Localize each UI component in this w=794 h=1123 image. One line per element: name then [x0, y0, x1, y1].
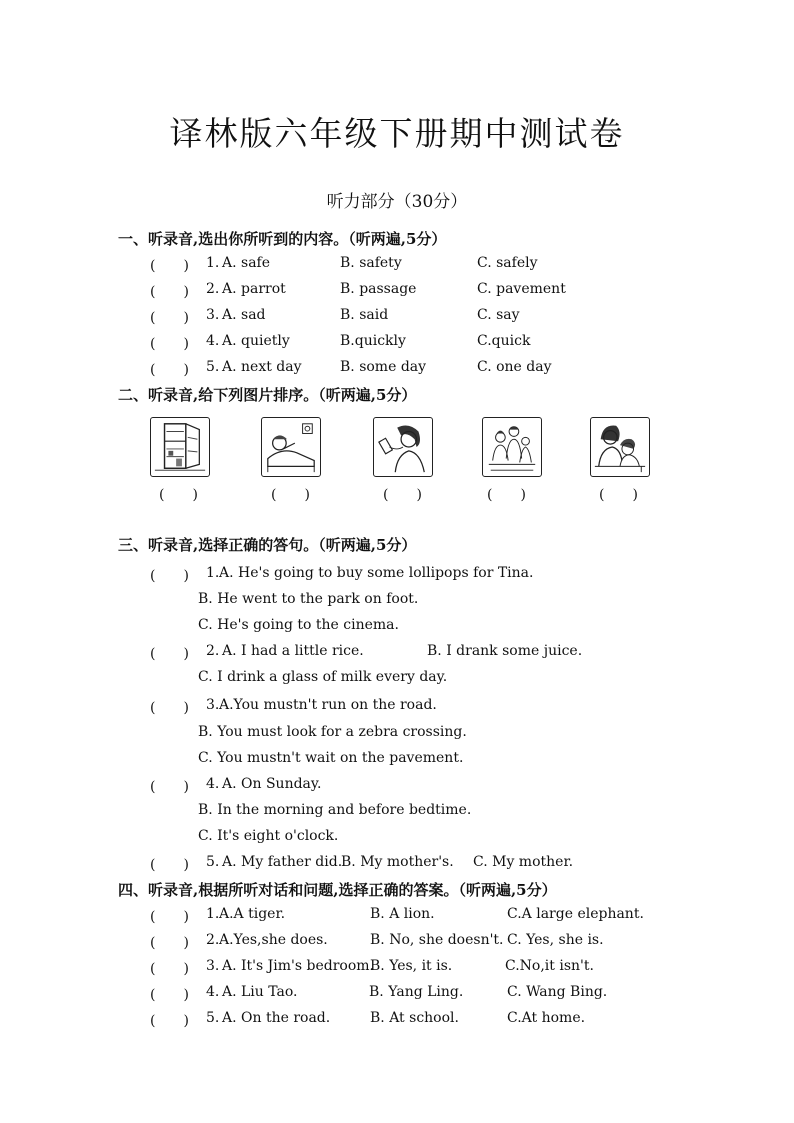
section-subtitle: 听力部分（30分）	[326, 192, 468, 212]
answer-bracket[interactable]: ( )	[150, 646, 189, 662]
item-number: 1.	[206, 565, 220, 581]
answer-bracket[interactable]: ( )	[599, 487, 638, 503]
answer-bracket[interactable]: ( )	[150, 258, 189, 274]
answer-bracket[interactable]: ( )	[150, 336, 189, 352]
option-a: A. It's Jim's bedroom.	[222, 958, 374, 974]
option-a: A. Liu Tao.	[222, 984, 298, 1000]
option-a: A.A tiger.	[219, 906, 286, 922]
item-number: 4.	[206, 776, 220, 792]
answer-bracket[interactable]: ( )	[150, 857, 189, 873]
option-text: C. You mustn't wait on the pavement.	[198, 750, 464, 766]
option-c: C. safely	[477, 255, 538, 271]
answer-bracket[interactable]: ( )	[150, 935, 189, 951]
item-number: 2.	[206, 281, 220, 297]
option-text: C. My mother.	[473, 854, 574, 870]
option-b: B. safety	[340, 255, 402, 271]
option-text: C. I drink a glass of milk every day.	[198, 669, 448, 685]
answer-bracket[interactable]: ( )	[487, 487, 526, 503]
option-a: A. safe	[222, 255, 271, 271]
option-b: B.quickly	[340, 333, 406, 349]
option-b: B. some day	[340, 359, 427, 375]
option-a: A. sad	[222, 307, 266, 323]
answer-bracket[interactable]: ( )	[150, 909, 189, 925]
option-b: B. No, she doesn't.	[370, 932, 504, 948]
sick-in-bed-icon	[261, 417, 321, 477]
answer-bracket[interactable]: ( )	[150, 568, 189, 584]
option-a: A. On the road.	[222, 1010, 331, 1026]
answer-bracket[interactable]: ( )	[150, 284, 189, 300]
option-text: C. It's eight o'clock.	[198, 828, 339, 844]
option-c: C.At home.	[507, 1010, 586, 1026]
option-text: A. He's going to buy some lollipops for Tina.	[219, 565, 534, 581]
option-a: A. parrot	[222, 281, 286, 297]
section-2-heading: 二、听录音,给下列图片排序。（听两遍,5分）	[118, 386, 417, 404]
answer-bracket[interactable]: ( )	[150, 779, 189, 795]
option-text: A. My father did.	[222, 854, 343, 870]
section-1-heading: 一、听录音,选出你所听到的内容。（听两遍,5分）	[118, 230, 447, 248]
option-text: B. I drank some juice.	[427, 643, 583, 659]
section-3-heading: 三、听录音,选择正确的答句。（听两遍,5分）	[118, 536, 417, 554]
item-number: 2.	[206, 932, 220, 948]
option-b: B. Yang Ling.	[369, 984, 464, 1000]
option-text: B. In the morning and before bedtime.	[198, 802, 472, 818]
option-a: A. next day	[222, 359, 302, 375]
item-number: 1.	[206, 906, 220, 922]
answer-bracket[interactable]: ( )	[150, 700, 189, 716]
answer-bracket[interactable]: ( )	[150, 1013, 189, 1029]
option-c: C. pavement	[477, 281, 566, 297]
answer-bracket[interactable]: ( )	[150, 310, 189, 326]
option-b: B. Yes, it is.	[370, 958, 453, 974]
item-number: 2.	[206, 643, 220, 659]
page-title: 译林版六年级下册期中测试卷	[169, 114, 625, 153]
option-c: C. Wang Bing.	[507, 984, 608, 1000]
answer-bracket[interactable]: ( )	[150, 961, 189, 977]
option-c: C.A large elephant.	[507, 906, 644, 922]
option-c: C.No,it isn't.	[505, 958, 594, 974]
answer-bracket[interactable]: ( )	[150, 362, 189, 378]
item-number: 3.	[206, 307, 220, 323]
option-b: B. passage	[340, 281, 417, 297]
item-number: 4.	[206, 984, 220, 1000]
item-number: 5.	[206, 854, 220, 870]
option-text: A.You mustn't run on the road.	[219, 697, 437, 713]
option-c: C.quick	[477, 333, 531, 349]
option-c: C. one day	[477, 359, 552, 375]
option-text: B. He went to the park on foot.	[198, 591, 419, 607]
item-number: 5.	[206, 1010, 220, 1026]
option-b: B. said	[340, 307, 389, 323]
section-4-heading: 四、听录音,根据所听对话和问题,选择正确的答案。（听两遍,5分）	[118, 881, 557, 899]
option-b: B. At school.	[370, 1010, 459, 1026]
answer-bracket[interactable]: ( )	[383, 487, 422, 503]
fridge-icon	[150, 417, 210, 477]
option-c: C. say	[477, 307, 520, 323]
option-a: A.Yes,she does.	[219, 932, 328, 948]
answer-bracket[interactable]: ( )	[150, 987, 189, 1003]
item-number: 4.	[206, 333, 220, 349]
answer-bracket[interactable]: ( )	[159, 487, 198, 503]
option-a: A. quietly	[222, 333, 290, 349]
option-text: C. He's going to the cinema.	[198, 617, 399, 633]
option-text: A. On Sunday.	[222, 776, 322, 792]
option-text: B. You must look for a zebra crossing.	[198, 724, 467, 740]
option-text: A. I had a little rice.	[222, 643, 364, 659]
item-number: 3.	[206, 958, 220, 974]
item-number: 3.	[206, 697, 220, 713]
option-c: C. Yes, she is.	[507, 932, 604, 948]
option-b: B. A lion.	[370, 906, 435, 922]
family-group-icon	[482, 417, 542, 477]
option-text: B. My mother's.	[341, 854, 454, 870]
mother-child-icon	[590, 417, 650, 477]
item-number: 5.	[206, 359, 220, 375]
drinking-woman-icon	[373, 417, 433, 477]
answer-bracket[interactable]: ( )	[271, 487, 310, 503]
item-number: 1.	[206, 255, 220, 271]
